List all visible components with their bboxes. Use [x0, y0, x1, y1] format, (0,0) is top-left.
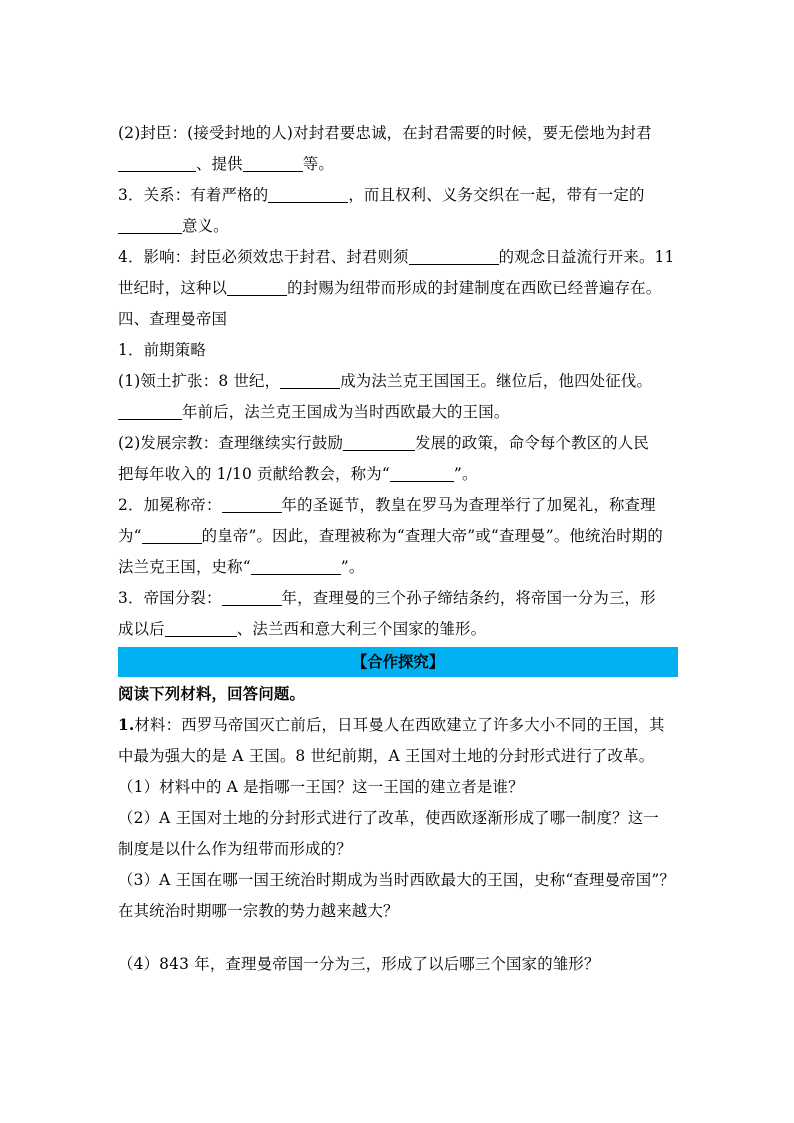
fill-blank[interactable]	[280, 372, 340, 389]
spacer	[118, 927, 678, 949]
text: 成为法兰克王国国王。继位后，他四处征伐。	[340, 372, 653, 390]
section-heading	[118, 304, 678, 335]
worksheet-page	[118, 118, 678, 980]
text-line	[118, 273, 678, 304]
section-banner: 【合作探究】	[118, 647, 678, 677]
text: 的皇帝”。因此，查理被称为“查理大帝”或“查理曼”。他统治时期的	[201, 527, 663, 545]
fill-blank[interactable]	[165, 620, 237, 637]
text: 、提供	[196, 155, 243, 173]
text-line	[118, 490, 678, 521]
subsection-heading	[118, 335, 678, 366]
fill-blank[interactable]	[268, 186, 348, 203]
text: 的观念日益流行开来。11	[498, 248, 675, 266]
text: 法兰克王国，史称“	[118, 558, 251, 576]
instruction-line: 阅读下列材料，回答问题。	[118, 685, 306, 703]
fill-blank[interactable]	[390, 465, 454, 482]
question-line: 制度是以什么作为纽带而形成的？	[118, 840, 352, 858]
fill-blank[interactable]	[118, 403, 182, 420]
text: ”。	[340, 558, 365, 576]
text: 意义。	[182, 217, 229, 235]
text-line	[118, 397, 678, 428]
text-line	[118, 459, 678, 490]
text: 1．前期策略	[118, 341, 206, 359]
text: 成以后	[118, 620, 165, 638]
text: 四、查理曼帝国	[118, 310, 228, 328]
text: (2)发展宗教：查理继续实行鼓励	[118, 434, 344, 452]
fill-blank[interactable]	[222, 589, 282, 606]
text-line	[118, 149, 678, 180]
material-line	[118, 710, 678, 741]
text: 年，查理曼的三个孙子缔结条约，将帝国一分为三，形	[281, 589, 656, 607]
fill-blank[interactable]	[118, 217, 182, 234]
text: 年前后，法兰克王国成为当时西欧最大的王国。	[182, 403, 510, 421]
text-line	[118, 242, 678, 273]
question-line: 在其统治时期哪一宗教的势力越来越大？	[118, 902, 399, 920]
text: 、法兰西和意大利三个国家的雏形。	[236, 620, 487, 638]
question-line: （2）A 王国对土地的分封形式进行了改革，使西欧逐渐形成了哪一制度？这一	[118, 809, 659, 827]
text-line	[118, 366, 678, 397]
text: ，而且权利、义务交织在一起，带有一定的	[348, 186, 645, 204]
fill-blank[interactable]	[343, 434, 415, 451]
fill-blank[interactable]	[142, 527, 202, 544]
text: 为“	[118, 527, 142, 545]
text: 材料：西罗马帝国灭亡前后，日耳曼人在西欧建立了许多大小不同的王国，其	[134, 716, 665, 734]
fill-blank[interactable]	[227, 279, 287, 296]
fill-blank[interactable]	[118, 155, 196, 172]
text: 年的圣诞节，教皇在罗马为查理举行了加冕礼，称查理	[281, 496, 656, 514]
text: 的封赐为纽带而形成的封建制度在西欧已经普遍存在。	[287, 279, 662, 297]
text-line	[118, 521, 678, 552]
question-number: 1.	[118, 716, 135, 734]
fill-blank[interactable]	[243, 155, 303, 172]
text: 4．影响：封臣必须效忠于封君、封君则须	[118, 248, 409, 266]
text-line	[118, 583, 678, 614]
text-line	[118, 428, 678, 459]
text: ”。	[453, 465, 478, 483]
text: 3．帝国分裂：	[118, 589, 222, 607]
text-line	[118, 552, 678, 583]
question-line: （3）A 王国在哪一国王统治时期成为当时西欧最大的王国，史称“查理曼帝国”？	[118, 871, 676, 889]
material-line: 中最为强大的是 A 王国。8 世纪前期，A 王国对土地的分封形式进行了改革。	[118, 747, 655, 765]
text: 3．关系：有着严格的	[118, 186, 269, 204]
text: 把每年收入的 1/10 贡献给教会，称为“	[118, 465, 390, 483]
text: (1)领土扩张：8 世纪，	[118, 372, 281, 390]
text: 世纪时，这种以	[118, 279, 228, 297]
question-line: （4）843 年，查理曼帝国一分为三，形成了以后哪三个国家的雏形？	[118, 955, 600, 973]
text-line	[118, 118, 678, 149]
fill-blank[interactable]	[222, 496, 282, 513]
text-line	[118, 614, 678, 645]
text: 等。	[302, 155, 334, 173]
text-line	[118, 180, 678, 211]
text: 发展的政策，命令每个教区的人民	[415, 434, 649, 452]
fill-blank[interactable]	[409, 248, 499, 265]
text-line	[118, 211, 678, 242]
text: 2．加冕称帝：	[118, 496, 222, 514]
question-line: （1）材料中的 A 是指哪一王国？这一王国的建立者是谁？	[118, 778, 524, 796]
fill-blank[interactable]	[251, 558, 341, 575]
text: (2)封臣：(接受封地的人)对封君要忠诚，在封君需要的时候，要无偿地为封君	[118, 124, 652, 142]
